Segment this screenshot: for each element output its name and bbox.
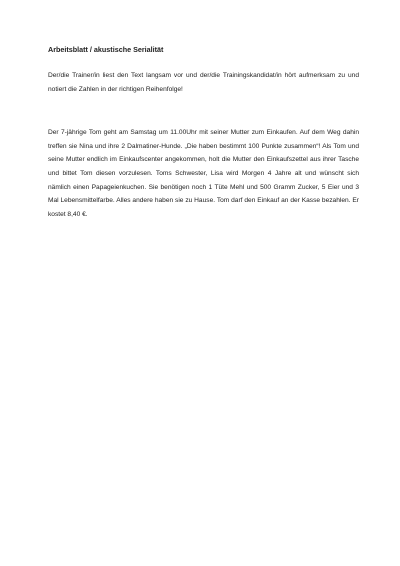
worksheet-title: Arbeitsblatt / akustische Serialität [48,45,164,54]
document-body [48,45,359,221]
instruction-paragraph: Der/die Trainer/in liest den Text langsam vor und der/die Trainingskandidat/in hört aufmerksam zu und notiert die Zahlen in der richtigen Reihenfolge! [48,72,359,93]
story-paragraph: Der 7-jährige Tom geht am Samstag um 11.00Uhr mit seiner Mutter zum Einkaufen. Auf dem Weg dahin treffen sie Nina und ihre 2 Dalmatiner-Hunde. „Die haben bestimmt 100 Punkte zusammen“! Als Tom und seine Mutter endlich im Einkaufscenter angekommen, holt die Mutter den Einkaufszettel aus ihrer Tasche und bittet Tom diesen vorzulesen. Toms Schwester, Lisa wird Morgen 4 Jahre alt und wünscht sich nämlich einen Papageienkuchen. Sie benötigen noch 1 Tüte Mehl und 500 Gramm Zucker, 5 Eier und 3 Mal Lebensmittelfarbe. Alles andere haben sie zu Hause. Tom darf den Einkauf an der Kasse bezahlen. Er kostet 8,40 €. [48,129,359,218]
